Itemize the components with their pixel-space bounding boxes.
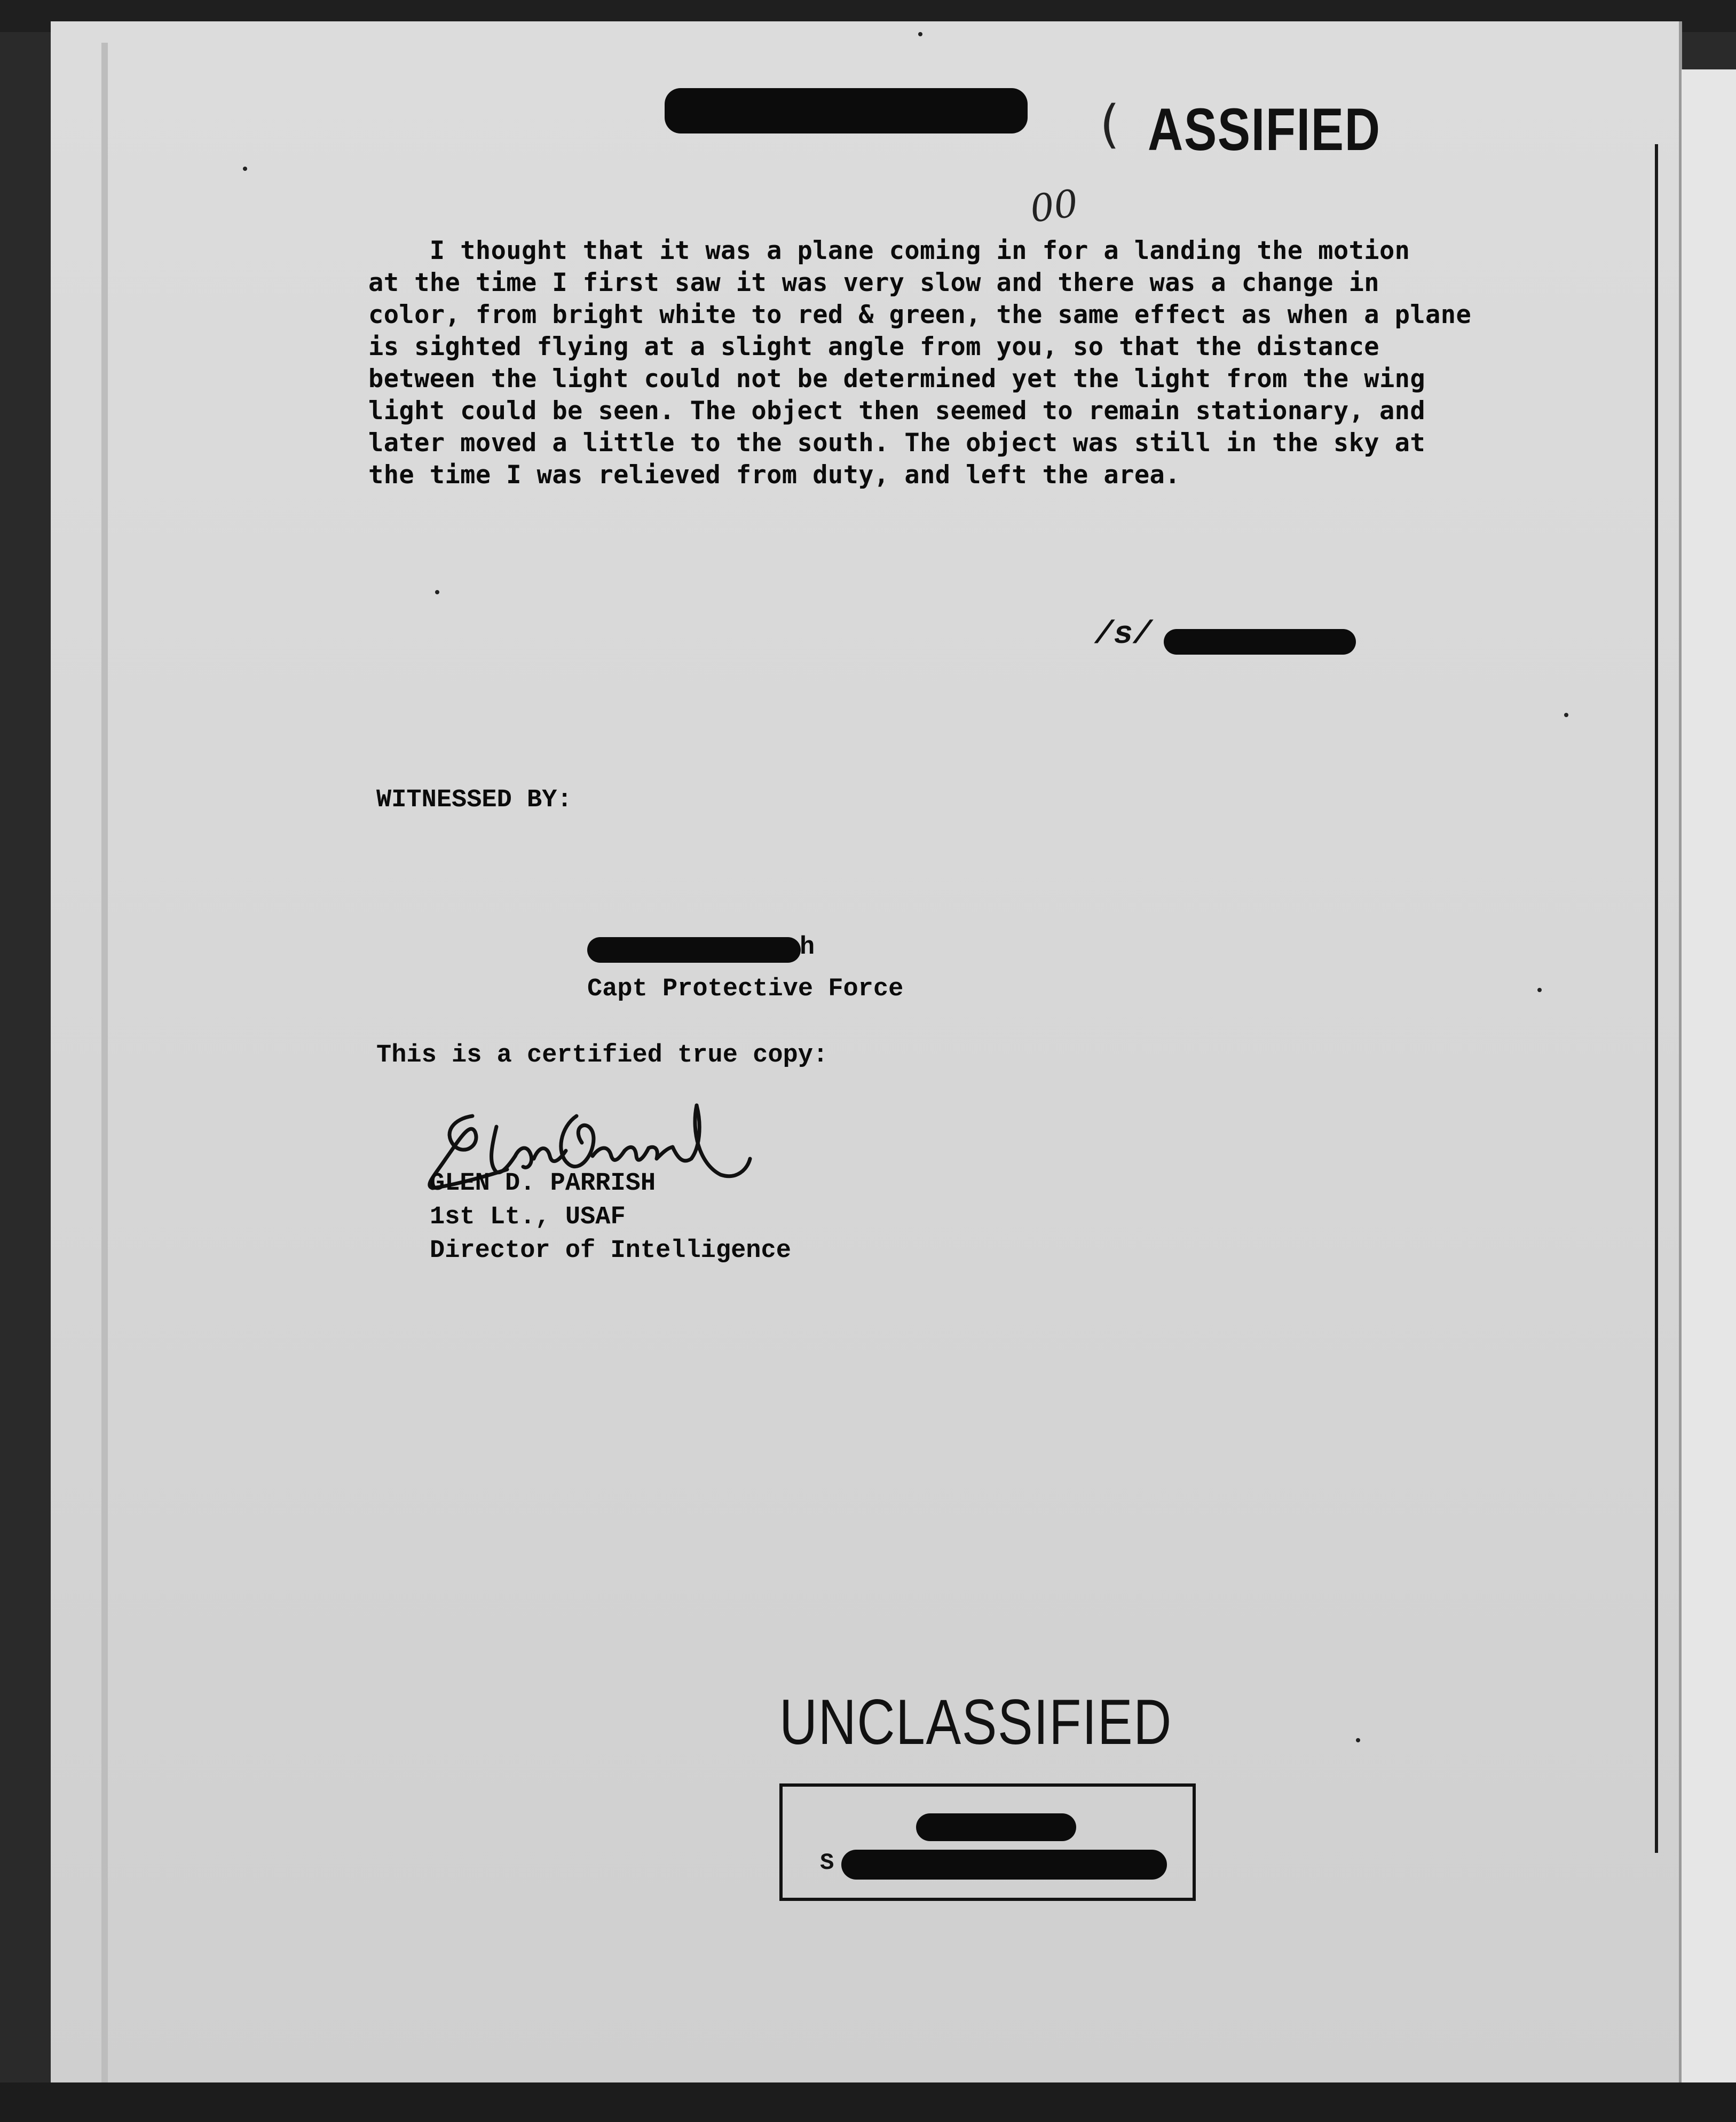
classification-stamp-bottom: UNCLASSIFIED <box>779 1686 1172 1758</box>
scan-speck <box>1564 713 1568 717</box>
redacted-signatory-name <box>1164 629 1356 655</box>
right-border-line <box>1655 144 1658 1853</box>
page-right-margin <box>1682 69 1736 2082</box>
redacted-box-line-1 <box>916 1813 1076 1841</box>
redacted-box-line-2 <box>841 1850 1167 1880</box>
scan-speck <box>243 167 247 171</box>
stamp-paren: ( <box>1100 95 1120 154</box>
signer-title: Director of Intelligence <box>430 1237 791 1265</box>
statement-paragraph: I thought that it was a plane coming in for a landing the motion at the time I first saw it was very slow and there was a change in color, from bright white to red & green, the same effect as when a plane is sighted flying at a slight angle from you, so that the distance between the light could not be determined yet the light from the wing light could be seen. The object then seemed to remain stationary, and later moved a little to the south. The object was still in the sky at the time I was relieved from duty, and left the area. <box>368 236 1472 490</box>
scan-speck <box>918 32 922 36</box>
redacted-classification-top <box>665 88 1028 133</box>
witness-title: Capt Protective Force <box>587 975 904 1003</box>
certification-statement: This is a certified true copy: <box>376 1041 828 1070</box>
page-left-edge <box>101 43 108 2104</box>
witnessed-by-label: WITNESSED BY: <box>376 786 572 814</box>
signature-mark: /s/ <box>1094 617 1153 653</box>
box-prefix: S <box>820 1850 834 1876</box>
scan-speck <box>1537 988 1542 992</box>
signer-name: GLEN D. PARRISH <box>430 1169 656 1198</box>
scan-speck <box>1356 1738 1360 1742</box>
witness-name-suffix: h <box>800 933 815 962</box>
scan-speck <box>435 590 439 594</box>
handwritten-mark: 00 <box>1027 181 1081 231</box>
redacted-witness-name <box>587 937 801 963</box>
scan-bottom-edge <box>0 2082 1736 2122</box>
classification-stamp-top: ASSIFIED <box>1148 96 1381 163</box>
signer-rank: 1st Lt., USAF <box>430 1203 626 1231</box>
classification-box <box>779 1783 1196 1901</box>
